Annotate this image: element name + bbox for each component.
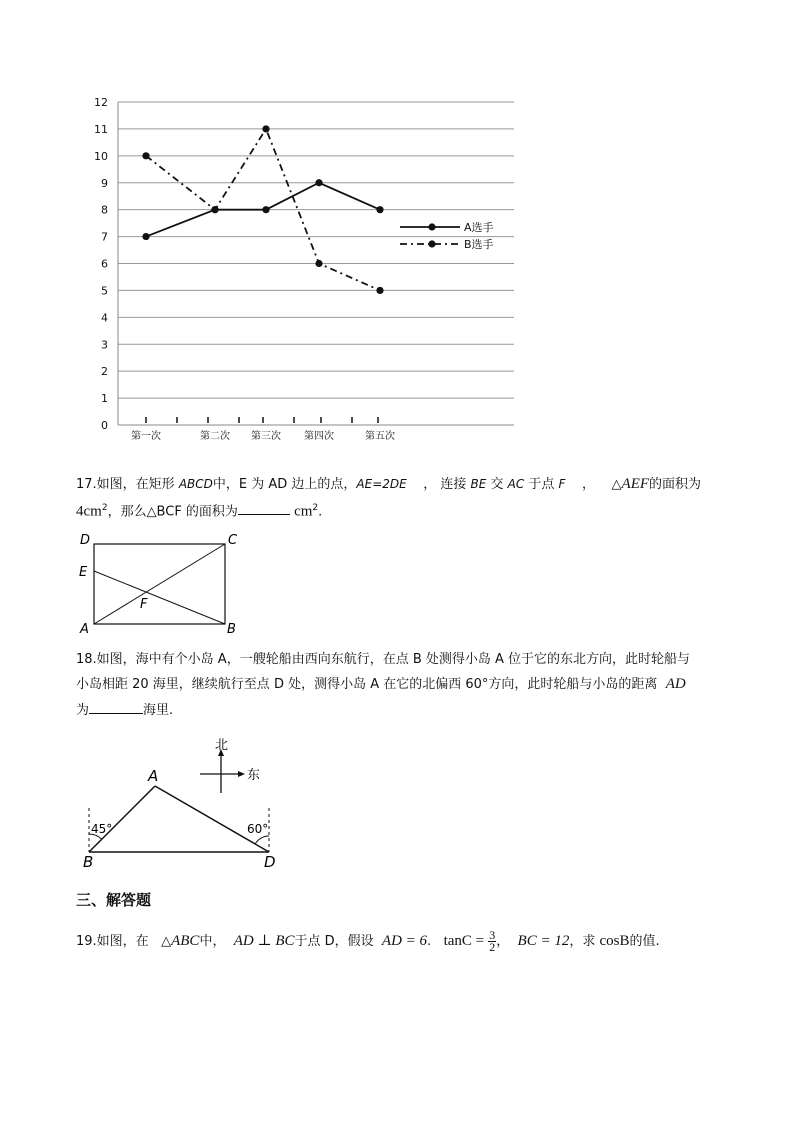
chart-y-tick-label: 7 [101, 230, 108, 244]
chart-x-tick-label: 第二次 [200, 431, 230, 442]
chart-point-b [211, 206, 218, 213]
q17-text: 的面积为 [649, 477, 702, 492]
q18-label-east: 东 [247, 768, 261, 783]
q17-label-f: F [140, 597, 148, 612]
q17-rectangle-figure [74, 530, 254, 640]
q17-line1 [76, 474, 701, 495]
q18-side-ba [89, 786, 155, 852]
q17-answer-blank[interactable] [238, 500, 290, 515]
chart-y-tick-label: 0 [101, 419, 108, 432]
q17-text: 于点 [528, 477, 555, 492]
q18-ad: AD [665, 676, 686, 692]
q18-angle-arc-d [255, 836, 269, 844]
chart-y-tick-label: 12 [94, 96, 108, 109]
chart-legend-marker [428, 223, 435, 230]
q18-compass-east-arrow [238, 771, 245, 777]
q18-label-a: A [148, 767, 159, 785]
q19-text: 的值. [629, 934, 660, 949]
q18-angle-label-d: 60° [247, 822, 269, 836]
q18-text: 海里. [143, 703, 174, 718]
q17-segment-be [94, 571, 225, 624]
chart-x-tick-label: 第四次 [304, 431, 334, 442]
q19-text: ， [496, 934, 510, 949]
chart-y-tick-label: 2 [101, 365, 108, 379]
section-title: 三、解答题 [76, 891, 152, 909]
chart-point-b [376, 287, 383, 294]
q19-bc-value: BC = 12 [517, 933, 570, 949]
q19-tan: tanC = [443, 933, 485, 949]
chart-y-tick-label: 6 [101, 257, 108, 271]
chart-point-a [142, 233, 149, 240]
q18-text: 为 [76, 703, 90, 718]
q17-text: ， [581, 477, 595, 492]
q17-aef: AEF [621, 476, 650, 492]
q19-cosb: cosB [599, 933, 630, 949]
chart-legend-label: A选手 [464, 221, 494, 234]
chart-point-b [142, 152, 149, 159]
chart-y-tick-label: 9 [101, 176, 108, 190]
q18-label-d: D [264, 853, 276, 871]
q19-denominator: 2 [489, 940, 496, 954]
q17-text: ，那么△BCF 的面积为 [107, 504, 238, 520]
q17-label-a: A [80, 622, 89, 637]
q17-superscript: 2 [101, 503, 108, 513]
chart-x-tick-label: 第三次 [251, 431, 281, 442]
q17-f: F [558, 477, 566, 491]
q19-line: 19.如图，在 △ABC中， AD ⊥ BC于点 D，假设 AD = 6. tanC = $\frac{3}{2}$ ， BC = 12，求 cosB的值. [76, 928, 660, 954]
q18-triangle-figure [78, 735, 288, 875]
q19-text: 中， [199, 934, 226, 949]
q17-text: ， 连接 [423, 477, 467, 492]
chart-point-a [262, 206, 269, 213]
q17-ac: AC [507, 477, 525, 491]
chart-y-tick-label: 3 [101, 338, 108, 352]
chart-y-tick-label: 10 [94, 149, 108, 163]
chart-legend-marker [428, 240, 435, 247]
q18-label-b: B [83, 853, 94, 871]
q17-text: 交 [490, 477, 504, 492]
chart-x-tick-label: 第一次 [131, 431, 161, 442]
q17-text: . [318, 504, 323, 520]
q19-text: 于点 D，假设 [294, 934, 374, 949]
chart-y-tick-label: 5 [101, 284, 108, 298]
chart-point-b [315, 260, 322, 267]
chart-legend [400, 220, 494, 251]
q17-condition: AE=2DE [356, 477, 407, 491]
q19-triangle-symbol: △ [161, 933, 172, 948]
q19-abc: ABC [171, 933, 200, 949]
chart-y-tick-label: 4 [101, 311, 108, 325]
q17-be: BE [470, 477, 487, 491]
q19-text: ，求 [569, 934, 596, 949]
q18-line1: 18.如图，海中有个小岛 A，一艘轮船由西向东航行，在点 B 处测得小岛 A 位于它的东北方向，此时轮船与 [76, 652, 691, 667]
q17-label-b: B [227, 622, 236, 637]
q17-label-d: D [80, 533, 91, 548]
q19-perpendicular: AD ⊥ BC [233, 933, 295, 949]
line-chart [80, 90, 530, 450]
q18-side-ad [155, 786, 269, 852]
q17-text: 17.如图，在矩形 [76, 477, 175, 492]
q17-label-e: E [79, 565, 88, 580]
chart-y-tick-labels [94, 96, 108, 432]
chart-point-b [262, 125, 269, 132]
q19-ad-value: AD = 6 [381, 933, 428, 949]
q17-superscript: 2 [312, 503, 319, 513]
q19-numerator: 3 [489, 928, 496, 942]
chart-point-a [315, 179, 322, 186]
q18-line3 [76, 699, 173, 721]
chart-y-tick-label: 8 [101, 203, 108, 217]
q19-text: 19.如图，在 [76, 934, 149, 949]
q17-triangle-symbol: △ [611, 476, 622, 491]
q17-diagonal-ac [94, 544, 225, 624]
q18-line2 [76, 674, 686, 695]
chart-y-tick-label: 11 [94, 122, 108, 136]
q17-label-c: C [228, 533, 238, 548]
chart-y-tick-label: 1 [101, 392, 108, 406]
q17-abcd: ABCD [178, 477, 213, 491]
q18-label-north: 北 [215, 738, 229, 753]
chart-legend-label: B选手 [464, 238, 494, 251]
q18-answer-blank[interactable] [89, 699, 143, 714]
q17-unit: cm [294, 503, 313, 520]
q18-angle-label-b: 45° [91, 822, 113, 836]
q17-area-value: 4cm [76, 503, 102, 520]
chart-x-tick-label: 第五次 [365, 431, 395, 442]
chart-x-tick-labels [131, 417, 395, 442]
q17-line2 [76, 498, 322, 522]
q18-text: 小岛相距 20 海里，继续航行至点 D 处，测得小岛 A 在它的北偏西 60°方向，此时轮船与小岛的距离 [76, 677, 658, 692]
chart-point-a [376, 206, 383, 213]
q17-text: 中，E 为 AD 边上的点， [212, 477, 357, 492]
